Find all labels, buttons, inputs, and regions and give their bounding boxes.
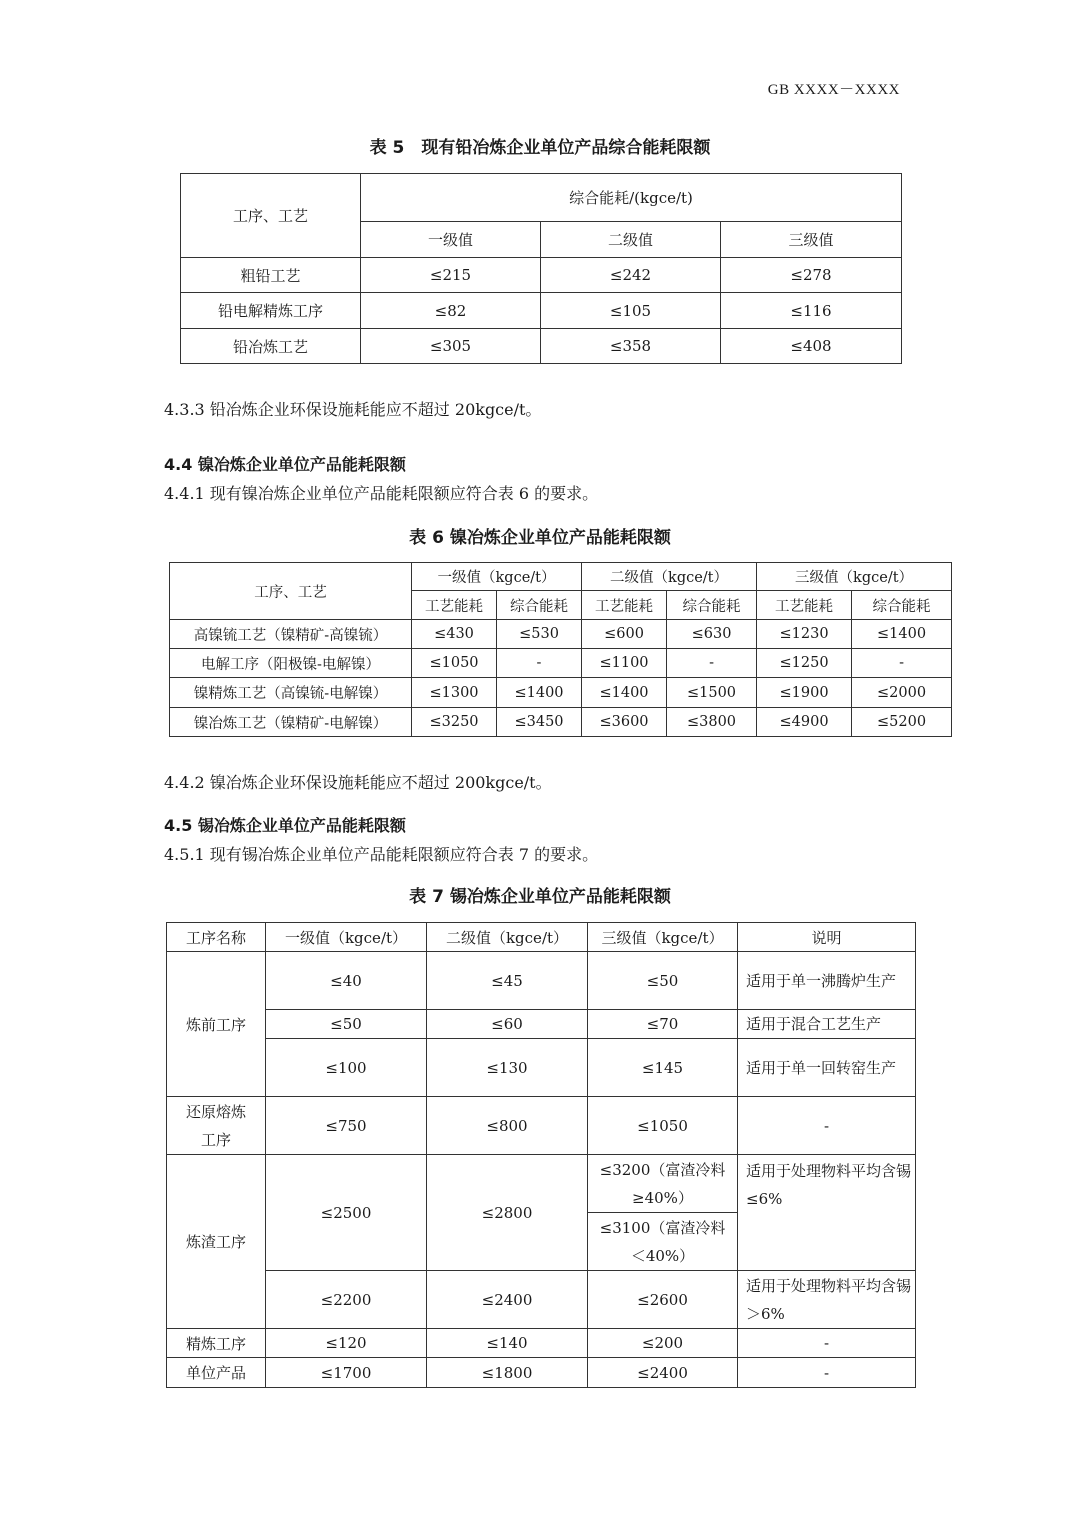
table7-header: 一级值（kgce/t） bbox=[266, 923, 427, 952]
cell-value: ≤800 bbox=[427, 1097, 588, 1155]
table6-sub-header: 综合能耗 bbox=[852, 591, 952, 620]
cell-value: ≤530 bbox=[497, 620, 582, 649]
table-row bbox=[170, 649, 952, 678]
table5-level-header: 三级值 bbox=[721, 222, 902, 258]
row-name: 还原熔炼工序 bbox=[167, 1097, 266, 1155]
cell-value: ≤305 bbox=[361, 329, 541, 364]
row-name: 粗铅工艺 bbox=[181, 258, 361, 293]
row-name: 单位产品 bbox=[167, 1358, 266, 1388]
cell-value: ≤1250 bbox=[757, 649, 852, 678]
cell-value: ≤2400 bbox=[427, 1271, 588, 1329]
table6-sub-header: 工艺能耗 bbox=[757, 591, 852, 620]
cell-value: ≤116 bbox=[721, 293, 902, 329]
table-row bbox=[167, 1358, 916, 1388]
table-row bbox=[181, 258, 902, 293]
cell-value: ≤105 bbox=[541, 293, 721, 329]
table5-group-header: 综合能耗/(kgce/t) bbox=[361, 174, 902, 222]
cell-value: ≤1800 bbox=[427, 1358, 588, 1388]
row-name: 镍冶炼工艺（镍精矿-电解镍） bbox=[170, 708, 412, 737]
row-name: 炼渣工序 bbox=[167, 1155, 266, 1329]
cell-value: ≤1400 bbox=[852, 620, 952, 649]
row-name: 高镍锍工艺（镍精矿-高镍锍） bbox=[170, 620, 412, 649]
cell-value: ≤200 bbox=[588, 1329, 738, 1358]
cell-value: ≤50 bbox=[266, 1010, 427, 1039]
table-row bbox=[167, 1039, 916, 1097]
cell-value: ≤1050 bbox=[588, 1097, 738, 1155]
paragraph-4-4-2: 4.4.2 镍冶炼企业环保设施耗能应不超过 200kgce/t。 bbox=[164, 773, 552, 792]
paragraph-4-3-3: 4.3.3 铅冶炼企业环保设施耗能应不超过 20kgce/t。 bbox=[164, 400, 542, 419]
row-name: 铅电解精炼工序 bbox=[181, 293, 361, 329]
cell-value: ≤1400 bbox=[582, 678, 667, 708]
cell-note: 适用于处理物料平均含锡＞6% bbox=[738, 1271, 916, 1329]
table-row bbox=[167, 1097, 916, 1155]
cell-value: ≤82 bbox=[361, 293, 541, 329]
cell-value: ≤1300 bbox=[412, 678, 497, 708]
table6-sub-header: 工艺能耗 bbox=[412, 591, 497, 620]
cell-value: ≤3600 bbox=[582, 708, 667, 737]
table5-level-header: 一级值 bbox=[361, 222, 541, 258]
cell-value: ≤2500 bbox=[266, 1155, 427, 1271]
cell-value: ≤3450 bbox=[497, 708, 582, 737]
cell-value: ≤750 bbox=[266, 1097, 427, 1155]
cell-value: ≤1230 bbox=[757, 620, 852, 649]
cell-value: ≤100 bbox=[266, 1039, 427, 1097]
table5-process-header: 工序、工艺 bbox=[181, 174, 361, 258]
cell-value: ≤2600 bbox=[588, 1271, 738, 1329]
table6-level-header: 二级值（kgce/t） bbox=[582, 563, 757, 591]
cell-value: - bbox=[497, 649, 582, 678]
cell-value: ≤2800 bbox=[427, 1155, 588, 1271]
table7-header: 三级值（kgce/t） bbox=[588, 923, 738, 952]
cell-value: ≤2000 bbox=[852, 678, 952, 708]
table7-header: 说明 bbox=[738, 923, 916, 952]
table5 bbox=[180, 173, 902, 364]
cell-note: - bbox=[738, 1358, 916, 1388]
cell-value: ≤5200 bbox=[852, 708, 952, 737]
table-row bbox=[170, 678, 952, 708]
cell-value: ≤278 bbox=[721, 258, 902, 293]
cell-value: ≤140 bbox=[427, 1329, 588, 1358]
table-row bbox=[170, 708, 952, 737]
cell-value: ≤3250 bbox=[412, 708, 497, 737]
table5-level-header: 二级值 bbox=[541, 222, 721, 258]
cell-value: ≤2400 bbox=[588, 1358, 738, 1388]
cell-value: - bbox=[667, 649, 757, 678]
heading-4-4: 4.4 镍冶炼企业单位产品能耗限额 bbox=[164, 455, 406, 474]
cell-note: 适用于单一沸腾炉生产 bbox=[738, 952, 916, 1010]
row-name: 炼前工序 bbox=[167, 952, 266, 1097]
paragraph-4-4-1: 4.4.1 现有镍冶炼企业单位产品能耗限额应符合表 6 的要求。 bbox=[164, 484, 599, 503]
cell-value: ≤40 bbox=[266, 952, 427, 1010]
table-row bbox=[181, 293, 902, 329]
row-name: 镍精炼工艺（高镍锍-电解镍） bbox=[170, 678, 412, 708]
cell-value: ≤242 bbox=[541, 258, 721, 293]
table-row bbox=[167, 1010, 916, 1039]
cell-value: ≤1500 bbox=[667, 678, 757, 708]
table7-header: 工序名称 bbox=[167, 923, 266, 952]
cell-value: ≤430 bbox=[412, 620, 497, 649]
row-name: 精炼工序 bbox=[167, 1329, 266, 1358]
cell-note: - bbox=[738, 1097, 916, 1155]
cell-value: ≤130 bbox=[427, 1039, 588, 1097]
cell-note: 适用于混合工艺生产 bbox=[738, 1010, 916, 1039]
table6-process-header: 工序、工艺 bbox=[170, 563, 412, 620]
cell-value: ≤2200 bbox=[266, 1271, 427, 1329]
cell-value: ≤1050 bbox=[412, 649, 497, 678]
cell-value: - bbox=[852, 649, 952, 678]
row-name: 铅冶炼工艺 bbox=[181, 329, 361, 364]
cell-value: ≤3100（富渣冷料＜40%） bbox=[588, 1213, 738, 1271]
cell-value: ≤60 bbox=[427, 1010, 588, 1039]
table-row bbox=[181, 329, 902, 364]
table6-sub-header: 综合能耗 bbox=[667, 591, 757, 620]
table7-header: 二级值（kgce/t） bbox=[427, 923, 588, 952]
cell-value: ≤1400 bbox=[497, 678, 582, 708]
table7-caption: 表 7 锡冶炼企业单位产品能耗限额 bbox=[409, 887, 671, 907]
table6-level-header: 三级值（kgce/t） bbox=[757, 563, 952, 591]
cell-value: ≤50 bbox=[588, 952, 738, 1010]
cell-value: ≤3200（富渣冷料≥40%） bbox=[588, 1155, 738, 1213]
cell-note: 适用于处理物料平均含锡≤6% bbox=[738, 1155, 916, 1271]
cell-value: ≤70 bbox=[588, 1010, 738, 1039]
cell-value: ≤600 bbox=[582, 620, 667, 649]
cell-note: 适用于单一回转窑生产 bbox=[738, 1039, 916, 1097]
row-name: 电解工序（阳极镍-电解镍） bbox=[170, 649, 412, 678]
cell-value: ≤215 bbox=[361, 258, 541, 293]
table5-caption: 表 5 现有铅冶炼企业单位产品综合能耗限额 bbox=[369, 138, 711, 158]
cell-value: ≤1700 bbox=[266, 1358, 427, 1388]
table6 bbox=[169, 562, 952, 737]
cell-value: ≤408 bbox=[721, 329, 902, 364]
cell-value: ≤4900 bbox=[757, 708, 852, 737]
standard-code: GB XXXX－XXXX bbox=[767, 82, 900, 98]
cell-value: ≤145 bbox=[588, 1039, 738, 1097]
cell-value: ≤1900 bbox=[757, 678, 852, 708]
cell-value: ≤358 bbox=[541, 329, 721, 364]
table6-sub-header: 综合能耗 bbox=[497, 591, 582, 620]
cell-value: ≤1100 bbox=[582, 649, 667, 678]
cell-value: ≤45 bbox=[427, 952, 588, 1010]
paragraph-4-5-1: 4.5.1 现有锡冶炼企业单位产品能耗限额应符合表 7 的要求。 bbox=[164, 845, 599, 864]
table-row bbox=[167, 1329, 916, 1358]
cell-value: ≤3800 bbox=[667, 708, 757, 737]
table6-sub-header: 工艺能耗 bbox=[582, 591, 667, 620]
table7 bbox=[166, 922, 916, 1388]
table-row bbox=[167, 1271, 916, 1329]
table6-level-header: 一级值（kgce/t） bbox=[412, 563, 582, 591]
cell-value: ≤630 bbox=[667, 620, 757, 649]
cell-note: - bbox=[738, 1329, 916, 1358]
table6-caption: 表 6 镍冶炼企业单位产品能耗限额 bbox=[409, 528, 671, 548]
table-row bbox=[167, 1155, 916, 1213]
cell-value: ≤120 bbox=[266, 1329, 427, 1358]
heading-4-5: 4.5 锡冶炼企业单位产品能耗限额 bbox=[164, 816, 406, 835]
table-row bbox=[170, 620, 952, 649]
table-row bbox=[167, 952, 916, 1010]
